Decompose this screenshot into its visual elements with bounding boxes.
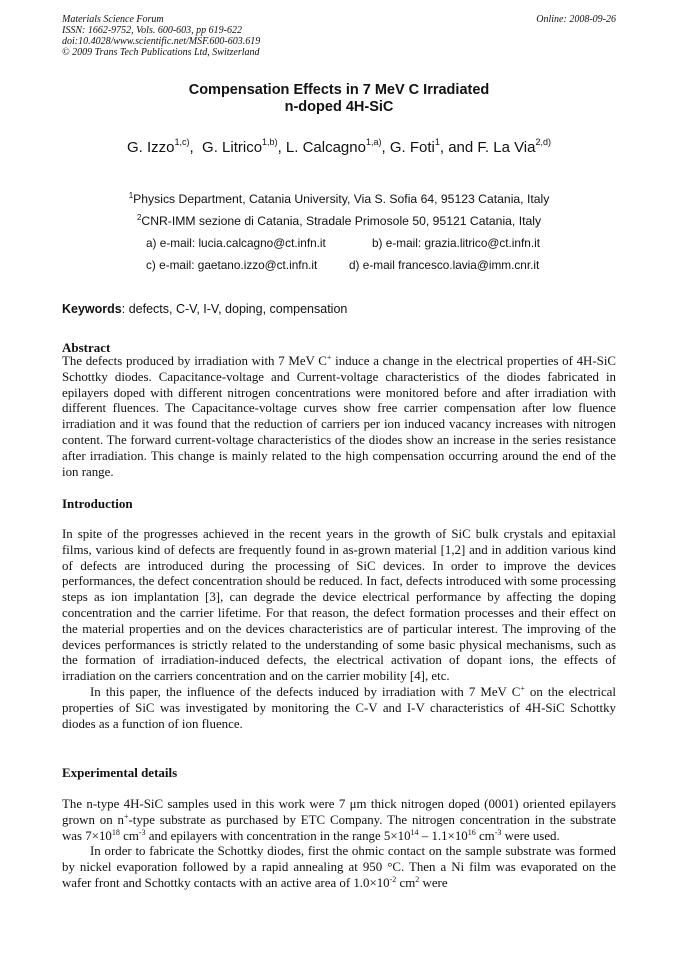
superscript: -3 [138,827,146,837]
paragraph-text: -type substrate as purchased by ETC Company. The nitrogen concentration in the substrate was 7×10 [62,812,616,843]
author-affiliation-mark: 1 [434,137,440,147]
affiliation-number: 1 [128,191,134,200]
author-list [0,139,678,156]
ion-charge-sup: + [326,353,332,362]
paragraph-text: cm [396,875,416,890]
paragraph-text: cm [475,828,495,843]
email-d[interactable]: d) e-mail francesco.lavia@imm.cnr.it [349,258,540,272]
paragraph-text: In this paper, the influence of the defects induced by irradiation with 7 MeV C [90,684,521,699]
experimental-paragraph-2 [62,844,616,891]
doi-line: doi:10.4028/www.scientific.net/MSF.600-603.619 [62,36,261,47]
author-name: F. La Via [477,139,536,156]
superscript: 16 [467,827,476,837]
author-name: G. Foti [389,139,435,156]
introduction-paragraph-2 [62,685,616,732]
ion-charge-sup: + [520,683,525,693]
experimental-body [62,797,616,892]
affiliation-text: CNR-IMM sezione di Catania, Stradale Primosole 50, 95121 Catania, Italy [141,214,542,228]
email-a[interactable]: a) e-mail: lucia.calcagno@ct.infn.it [146,236,326,250]
affiliation-number: 2 [136,213,142,222]
title-line-2: n-doped 4H-SiC [284,99,394,115]
abstract-text: The defects produced by irradiation with 7 MeV C [62,354,327,368]
affiliation-text: Physics Department, Catania University, Via S. Sofia 64, 95123 Catania, Italy [133,192,550,206]
paragraph-text: on the electrical properties of SiC was investigated by monitoring the C-V and I-V characteristics of 4H-SiC Schottky diodes as a function of ion fluence. [62,684,616,731]
author-separator: , [277,139,286,156]
author-affiliation-mark: 1,b) [262,137,278,147]
paragraph-text: were [419,875,448,890]
author-separator: , [189,139,203,156]
abstract-body [62,354,616,480]
author-affiliation-mark: 1,a) [365,137,382,147]
paragraph-text: – 1.1×10 [418,828,468,843]
affiliation-2 [0,214,678,228]
keywords [62,302,347,316]
author-separator: , [381,139,390,156]
superscript: 14 [410,827,419,837]
issn-line: ISSN: 1662-9752, Vols. 600-603, pp 619-622 [62,25,242,36]
keywords-text: : defects, C-V, I-V, doping, compensation [121,302,348,316]
superscript: -2 [389,874,397,884]
keywords-label: Keywords [62,302,122,316]
author-name: L. Calcagno [285,139,366,156]
title-line-1: Compensation Effects in 7 MeV C Irradiated [188,82,490,98]
superscript: -3 [494,827,502,837]
journal-name: Materials Science Forum [62,14,164,25]
author-separator: , and [439,139,478,156]
paragraph-text: and epilayers with concentration in the range 5×10 [145,828,411,843]
paper-title [0,82,678,116]
abstract-heading: Abstract [62,340,111,355]
paragraph-text: were used. [501,828,560,843]
paragraph-text: In order to fabricate the Schottky diodes, first the ohmic contact on the sample substrate was formed by nickel evaporation followed by a rapid annealing at 950 °C. Then a Ni film was evaporated on the wafer front and Schottky contacts with an active area of 1.0×10 [62,844,616,890]
copyright-line: © 2009 Trans Tech Publications Ltd, Switzerland [62,47,260,58]
running-header [62,14,616,58]
author-name: G. Izzo [126,139,175,156]
superscript: + [123,811,129,821]
email-c[interactable]: c) e-mail: gaetano.izzo@ct.infn.it [146,258,318,272]
author-affiliation-mark: 2,d) [535,137,552,147]
superscript: 2 [415,874,420,884]
abstract-text: induce a change in the electrical properties of 4H-SiC Schottky diodes. Capacitance-voltage and Current-voltage characteristics of the diodes fabricated in epilayers doped with different nitrogen concentrations were monitored before and after irradiation with different fluences. The Capacitance-voltage curves show free carrier compensation after low fluence irradiation and it was found that the reduction of carriers per ion induced vacancy increases with nitrogen content. The forward current-voltage characteristics of the diodes show an increase in the series resistance after irradiation. This change is mainly related to the high compensation occurring around the end of the ion range. [62,354,617,479]
author-name: G. Litrico [202,139,263,156]
superscript: 18 [111,827,120,837]
paragraph-text: The n-type 4H-SiC samples used in this work were 7 μm thick nitrogen doped (0001) oriented epilayers grown on n [62,797,616,827]
experimental-paragraph-1 [62,797,616,843]
introduction-body [62,527,616,732]
introduction-paragraph-1: In spite of the progresses achieved in the recent years in the growth of SiC bulk crystals and epitaxial films, various kind of defects are frequently found in as-grown material [1,2] and in addition various kind of defects are introduced during the processing of SiC devices. In order to improve the devices performances, the defect concentration should be reduced. In fact, defects introduced with some processing steps as ion implantation [3], can degrade the device electrical performance by affecting the doping concentration and the carrier lifetime. For that reason, the defect formation processes and their effect on the material properties and on the devices characteristics are of particular interest. The improving of the devices performances is strictly related to the understanding of some basic physical mechanisms, such as the formation of irradiation-induced defects, the electrical activation of dopant ions, the effects of irradiation on the carriers concentration and on the carrier mobility [4], etc. [62,527,616,684]
paragraph-text: cm [119,828,139,843]
author-affiliation-mark: 1,c) [174,137,190,147]
email-b[interactable]: b) e-mail: grazia.litrico@ct.infn.it [372,236,541,250]
affiliation-1 [0,192,678,206]
experimental-heading: Experimental details [62,765,178,780]
introduction-heading: Introduction [62,496,133,511]
online-date: Online: 2008-09-26 [536,14,616,25]
